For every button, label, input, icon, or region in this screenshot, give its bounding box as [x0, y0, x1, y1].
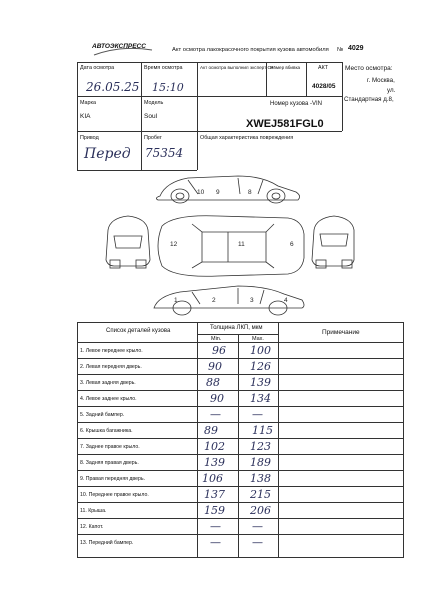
- car-side-right-outline: [156, 176, 299, 203]
- time-label: Время осмотра: [144, 65, 183, 71]
- table-row-max: —: [252, 520, 263, 533]
- table-row-label: 2. Левая передняя дверь.: [80, 364, 142, 370]
- table-row-max: 206: [250, 504, 271, 517]
- table-row-max: 115: [252, 424, 273, 437]
- table-row-min: 139: [204, 456, 225, 469]
- table-row-min: —: [210, 536, 221, 549]
- table-row-label: 7. Заднее правое крыло.: [80, 444, 140, 450]
- table-row-label: 11. Крыша.: [80, 508, 107, 514]
- car-diagram: [88, 168, 358, 318]
- col-max-header: Max.: [252, 336, 264, 342]
- zone-label-4: 4: [284, 297, 288, 304]
- vin-value: XWEJ581FGL0: [246, 118, 324, 130]
- table-row-max: 126: [250, 360, 271, 373]
- zone-label-10: 10: [197, 189, 205, 196]
- model-value: Soul: [144, 113, 158, 120]
- table-row-label: 3. Левая задняя дверь.: [80, 380, 136, 386]
- zone-label-11: 11: [238, 241, 245, 248]
- act-number-label: №: [337, 47, 344, 53]
- mileage-value: 75354: [145, 146, 184, 160]
- car-rear-view: [312, 216, 354, 268]
- date-label: Дата осмотра: [80, 65, 115, 71]
- damage-label: Общая характеристика повреждения: [200, 135, 294, 141]
- table-row-min: —: [210, 408, 221, 421]
- table-row-label: 8. Задняя правая дверь.: [80, 460, 139, 466]
- table-row-min: 90: [210, 392, 224, 405]
- table-row-min: 102: [204, 440, 225, 453]
- expert-label: Акт осмотра выполнил эксперт СК*: [200, 65, 276, 70]
- act-number: 4029: [348, 45, 364, 52]
- zone-label-8: 8: [248, 189, 252, 196]
- table-row-label: 6. Крышка багажника.: [80, 428, 133, 434]
- brand-value: KIA: [80, 113, 91, 120]
- logo-text: АВТОЭКСПРЕСС: [92, 43, 146, 50]
- act-value: 4028/05: [312, 83, 336, 90]
- model-num-label: Номер вбивка: [270, 65, 301, 70]
- table-row-min: 137: [204, 488, 225, 501]
- col-note-header: Примечание: [322, 329, 360, 336]
- table-row-min: 106: [202, 472, 223, 485]
- col-parts-header: Список деталей кузова: [106, 328, 171, 334]
- table-row-min: 88: [206, 376, 220, 389]
- col-thickness-header: Толщина ЛКП, мкм: [210, 325, 263, 331]
- table-row-max: 215: [250, 488, 271, 501]
- table-row-label: 10. Переднее правое крыло.: [80, 492, 149, 498]
- col-min-header: Min.: [211, 336, 222, 342]
- brand-label: Марка: [80, 100, 97, 106]
- table-row-label: 4. Левое заднее крыло.: [80, 396, 137, 402]
- drive-label: Привод: [80, 135, 99, 141]
- table-row-label: 5. Задний бампер.: [80, 412, 125, 418]
- model-label: Модель: [144, 100, 164, 106]
- car-top-view: [158, 216, 304, 277]
- place-value-1: г. Москва,: [367, 77, 395, 84]
- table-row-label: 9. Правая передняя дверь.: [80, 476, 146, 482]
- table-row-max: 123: [250, 440, 271, 453]
- place-value-3: Стандартная д.8,: [344, 96, 394, 103]
- table-row-min: —: [210, 520, 221, 533]
- page-title: Акт осмотра лакокрасочного покрытия кузова автомобиля: [172, 47, 329, 53]
- zone-label-12: 12: [170, 241, 178, 248]
- act-label: АКТ: [318, 65, 329, 71]
- table-row-min: 96: [212, 344, 226, 357]
- table-row-label: 1. Левое переднее крыло.: [80, 348, 143, 354]
- zone-label-1: 1: [174, 297, 178, 304]
- drive-value: Перед: [84, 146, 131, 162]
- place-value-2: ул.: [387, 87, 396, 94]
- table-row-label: 12. Капот.: [80, 524, 104, 530]
- table-row-max: —: [252, 408, 263, 421]
- date-value: 26.05.25: [86, 80, 140, 94]
- table-row-max: 100: [250, 344, 271, 357]
- table-row-max: 139: [250, 376, 271, 389]
- table-row-max: 138: [250, 472, 271, 485]
- logo: [92, 42, 154, 58]
- vin-label: Номер кузова -VIN: [270, 101, 322, 107]
- table-row-min: 90: [208, 360, 222, 373]
- place-label: Место осмотра:: [345, 65, 393, 72]
- zone-label-3: 3: [250, 297, 254, 304]
- table-row-min: 159: [204, 504, 225, 517]
- zone-label-6: 6: [290, 241, 294, 248]
- zone-label-9: 9: [216, 189, 220, 196]
- table-row-label: 13. Передний бампер.: [80, 540, 134, 546]
- time-value: 15:10: [152, 81, 184, 94]
- mileage-label: Пробег: [144, 135, 162, 141]
- zone-label-2: 2: [212, 297, 216, 304]
- car-front-view: [106, 216, 150, 268]
- table-row-min: 89: [204, 424, 218, 437]
- table-row-max: 134: [250, 392, 271, 405]
- table-row-max: —: [252, 536, 263, 549]
- table-row-max: 189: [250, 456, 271, 469]
